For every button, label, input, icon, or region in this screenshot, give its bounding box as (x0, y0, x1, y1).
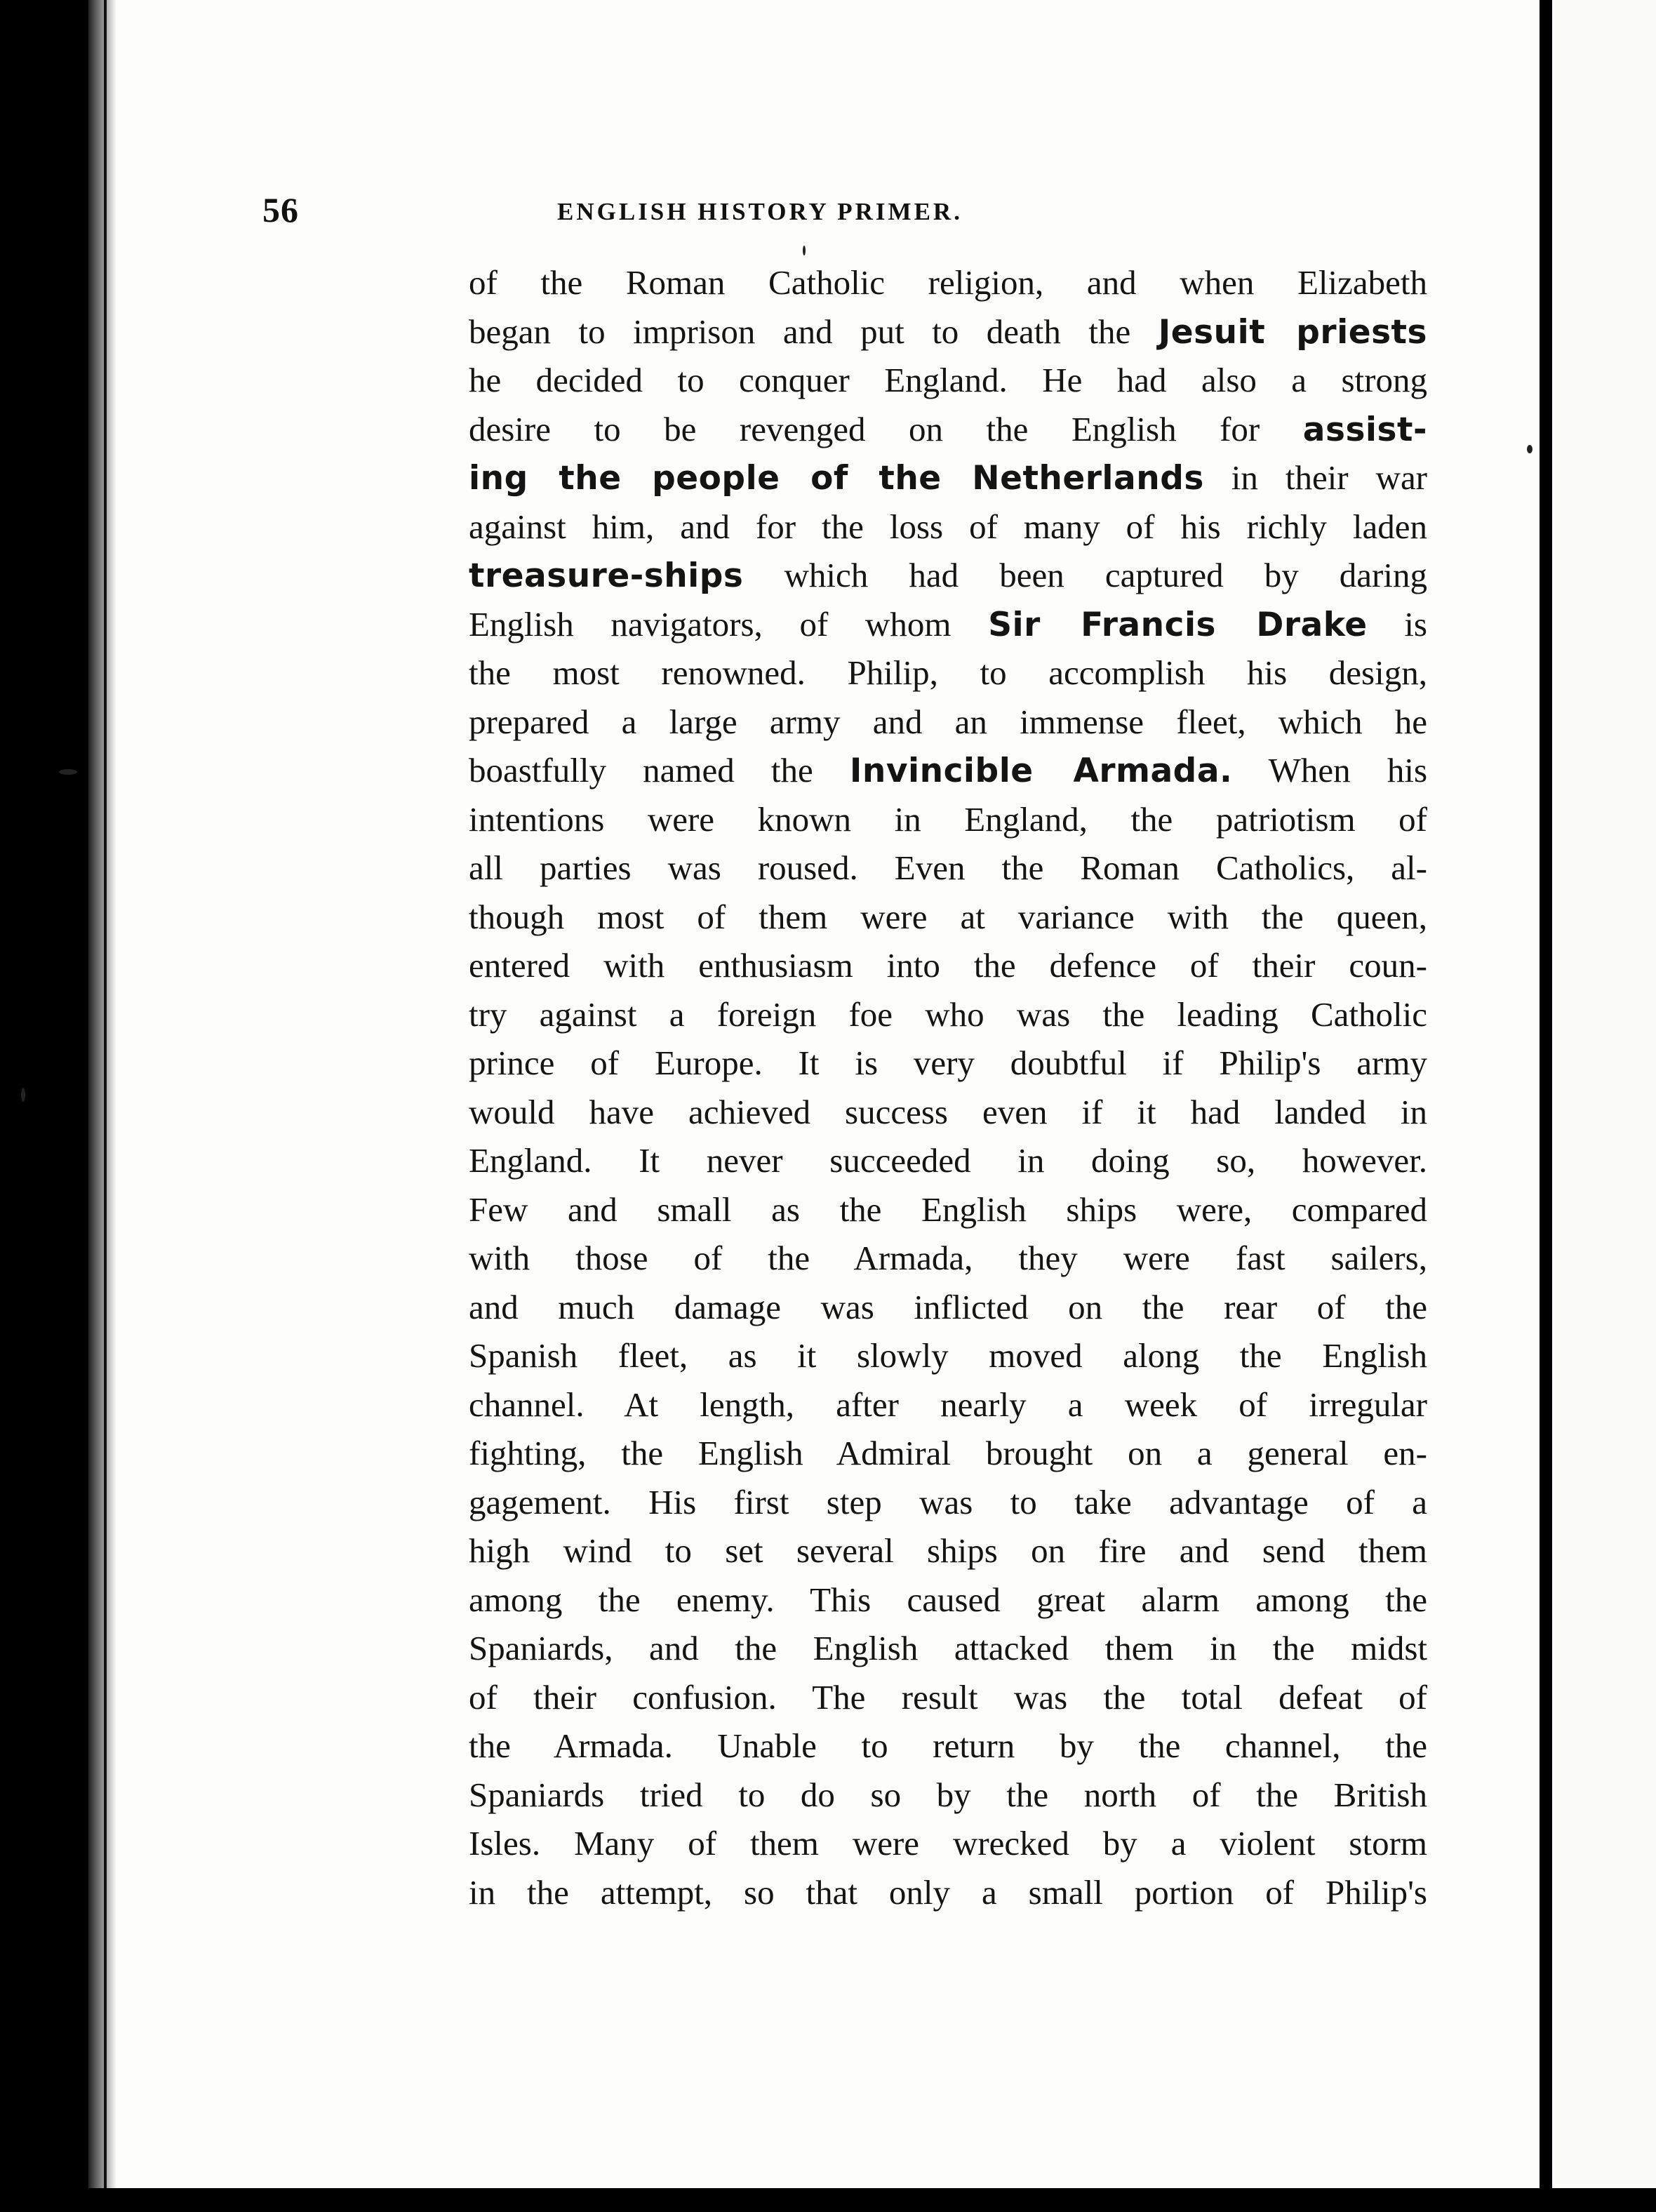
text-run: intentions were known in England, the patriotism of (469, 799, 1427, 839)
bold-term: assist- (1302, 410, 1427, 449)
body-text (469, 258, 1427, 1917)
text-run: against him, and for the loss of many of his richly laden (469, 507, 1427, 546)
text-line (469, 405, 1427, 454)
text-run: he decided to conquer England. He had also a strong (469, 361, 1427, 399)
text-run: Spaniards tried to do so by the north of the British (469, 1775, 1427, 1814)
text-line (469, 893, 1427, 942)
speck (59, 769, 77, 775)
text-line (469, 551, 1427, 600)
text-run: high wind to set several ships on fire and send them (469, 1531, 1427, 1570)
text-line (469, 1088, 1427, 1137)
text-run: Few and small as the English ships were, compared (469, 1190, 1427, 1229)
text-line (469, 1136, 1427, 1185)
speck (803, 246, 806, 255)
text-line (469, 795, 1427, 844)
text-line (469, 1673, 1427, 1722)
text-line (469, 698, 1427, 747)
text-line (469, 1771, 1427, 1820)
text-line (469, 1624, 1427, 1673)
text-run: all parties was roused. Even the Roman Catholics, al- (469, 848, 1427, 887)
page-header (88, 189, 1540, 232)
text-run: desire to be revenged on the English for (469, 409, 1303, 448)
text-run: with those of the Armada, they were fast sailers, (469, 1239, 1427, 1277)
text-line (469, 258, 1427, 307)
text-line (469, 1185, 1427, 1234)
text-run: in the attempt, so that only a small portion of Philip's (469, 1872, 1427, 1912)
page-edge (1540, 0, 1552, 2212)
facing-page-strip (1552, 0, 1656, 2212)
text-line (469, 1380, 1427, 1430)
text-run: prince of Europe. It is very doubtful if Philip's army (469, 1044, 1427, 1082)
text-run: and much damage was inflicted on the rear of the (469, 1287, 1427, 1326)
binding-edge (104, 0, 107, 2188)
text-line (469, 1819, 1427, 1868)
text-run: prepared a large army and an immense fleet, which he (469, 702, 1427, 741)
text-run: of their confusion. The result was the total defeat of (469, 1677, 1427, 1717)
text-line (469, 502, 1427, 552)
text-run: in their war (1203, 458, 1428, 497)
text-line (469, 600, 1427, 649)
speck (1527, 445, 1533, 453)
text-run: England. It never succeeded in doing so, however. (469, 1141, 1427, 1180)
running-head: ENGLISH HISTORY PRIMER. (557, 198, 963, 225)
text-run: gagement. His first step was to take advantage of a (469, 1482, 1427, 1521)
text-run: among the enemy. This caused great alarm among the (469, 1580, 1427, 1619)
book-page (88, 0, 1540, 2188)
text-line (469, 1283, 1427, 1332)
text-run: of the Roman Catholic religion, and when Elizabeth (469, 263, 1427, 302)
text-run: When his (1232, 751, 1428, 789)
text-line (469, 648, 1427, 698)
text-run: channel. At length, after nearly a week of irregular (469, 1385, 1427, 1424)
text-run: which had been captured by daring (743, 556, 1427, 594)
text-line (469, 1039, 1427, 1088)
bold-term: ing the people of the Netherlands (469, 459, 1204, 498)
text-line (469, 1429, 1427, 1478)
text-run: the most renowned. Philip, to accomplish his design, (469, 653, 1427, 692)
page-number: 56 (262, 190, 299, 229)
bold-term: Invincible Armada. (849, 752, 1233, 790)
text-run: English navigators, of whom (469, 604, 989, 644)
text-run: entered with enthusiasm into the defence of their coun- (469, 946, 1427, 985)
text-line (469, 746, 1427, 795)
text-run: try against a foreign foe who was the leading Catholic (469, 994, 1427, 1034)
speck (21, 1088, 25, 1102)
text-line (469, 356, 1427, 405)
text-run: Isles. Many of them were wrecked by a violent storm (469, 1824, 1427, 1863)
text-run: is (1367, 604, 1428, 644)
text-line (469, 844, 1427, 893)
text-line (469, 1478, 1427, 1527)
text-run: would have achieved success even if it had landed in (469, 1092, 1427, 1131)
bold-term: Jesuit priests (1158, 312, 1427, 352)
scan-border (0, 2188, 1656, 2212)
text-run: fighting, the English Admiral brought on a general en- (469, 1434, 1427, 1472)
text-run: the Armada. Unable to return by the channel, the (469, 1726, 1427, 1765)
bold-term: Sir Francis Drake (988, 605, 1368, 644)
text-run: boastfully named the (469, 751, 850, 789)
text-line (469, 1721, 1427, 1771)
text-line (469, 1868, 1427, 1917)
binding-shadow (88, 0, 116, 2188)
text-line (469, 453, 1427, 502)
text-line (469, 990, 1427, 1039)
text-line (469, 1575, 1427, 1625)
text-run: Spaniards, and the English attacked them in the midst (469, 1629, 1427, 1667)
text-run: began to imprison and put to death the (469, 312, 1158, 351)
bold-term: treasure-ships (469, 557, 744, 595)
text-run: though most of them were at variance with the queen, (469, 897, 1427, 936)
text-line (469, 1331, 1427, 1380)
text-line (469, 307, 1427, 357)
text-run: Spanish fleet, as it slowly moved along the English (469, 1336, 1427, 1375)
text-line (469, 1234, 1427, 1283)
text-line (469, 1526, 1427, 1575)
text-line (469, 941, 1427, 990)
